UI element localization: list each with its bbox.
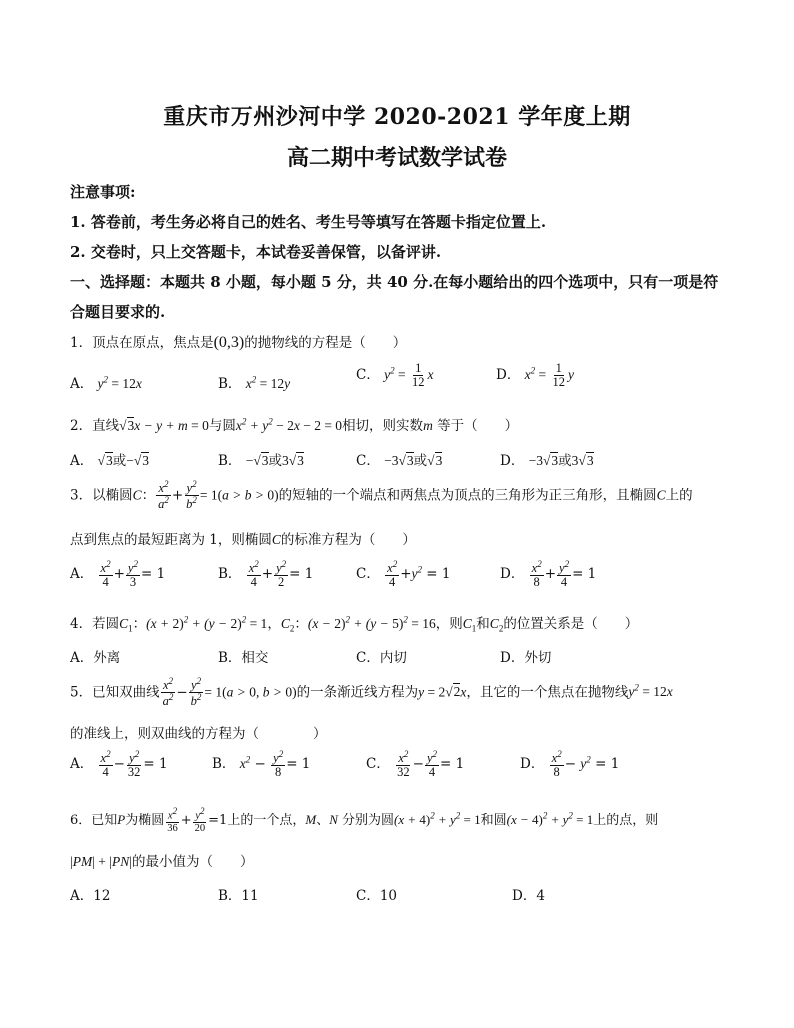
- section1-line1: 一、选择题：本题共 8 小题，每小题 5 分，共 40 分.在每小题给出的四个选项中，只有一项是符: [70, 273, 719, 291]
- question-1: 1．顶点在原点，焦点是(0,3)的抛物线的方程是（ ）: [70, 334, 407, 351]
- q4-option-c: C．内切: [356, 650, 407, 666]
- q3-option-c: C． $\frac{x^2}{4}$ $+y^2 = 1$: [356, 559, 451, 590]
- q6-option-a: A．12: [70, 888, 111, 904]
- q5-option-d: D． $\frac{x^2}{8}$ − $y^2 = 1$: [520, 749, 620, 780]
- section1-line2: 合题目要求的.: [70, 303, 166, 321]
- note-1: 1. 答卷前，考生务必将自己的姓名、考生号等填写在答题卡指定位置上.: [70, 213, 547, 231]
- q5-option-c: C． $\frac{x^2}{32}$ − $\frac{y^2}{4}$ = 1: [366, 749, 465, 780]
- question-6: 6．已知P为椭圆 $\frac{x^2}{36}$ + $\frac{y^2}{20}$ =1上的一个点，M、N 分别为圆$(x + 4)^2 + y^2 = 1$和圆$(x - 4)^2 + y^2 = 1$上的点，则: [70, 806, 659, 834]
- q4-option-a: A．外离: [70, 650, 121, 666]
- q1-option-b: B． $x^2 = 12y$: [218, 374, 291, 392]
- question-4: 4．若圆$C_1$：$(x + 2)^2 + (y - 2)^2 = 1$，$C_2$：$(x - 2)^2 + (y - 5)^2 = 16$，则$C_1$和$C_2$的位置关系是（ ）: [70, 614, 639, 634]
- exam-title-line1: 重庆市万州沙河中学 2020-2021 学年度上期: [163, 104, 631, 130]
- q1-option-c: C． $y^2$ = $\frac{1}{12}$ x: [356, 361, 434, 390]
- question-5: 5．已知双曲线 $\frac{x^2}{a^2}$ − $\frac{y^2}{b^2}$ = 1(a > 0, b > 0)的一条渐近线方程为y = 2√2x，且它的一个焦点在抛物线$y^2 = 12x$: [70, 676, 673, 709]
- q2-option-c: C． −3√3或√3: [356, 453, 443, 469]
- q2-option-b: B． −√3或3√3: [218, 453, 304, 469]
- note-2: 2. 交卷时，只上交答题卡，本试卷妥善保管，以备评讲.: [70, 243, 442, 261]
- q1-option-a: A． $y^2 = 12x$: [70, 374, 142, 392]
- q2-option-a: A． √3或−√3: [70, 453, 149, 469]
- question-3-line2: 点到焦点的最短距离为 1，则椭圆C的标准方程为（ ）: [70, 532, 416, 548]
- q4-option-d: D．外切: [500, 650, 552, 666]
- question-5-line2: 的准线上，则双曲线的方程为（ ）: [70, 726, 327, 742]
- notes-heading: 注意事项:: [70, 183, 136, 201]
- q5-option-a: A． $\frac{x^2}{4}$ − $\frac{y^2}{32}$ = 1: [70, 749, 168, 780]
- question-2: 2．直线√3x − y + m = 0与圆$x^2 + y^2 - 2x - 2 = 0$相切，则实数m 等于（ ）: [70, 416, 519, 434]
- q2-option-d: D． −3√3或3√3: [500, 453, 594, 469]
- q6-option-d: D．4: [512, 888, 545, 904]
- q3-option-d: D． $\frac{x^2}{8}$ + $\frac{y^2}{4}$ = 1: [500, 559, 597, 590]
- q3-option-a: A． $\frac{x^2}{4}$ + $\frac{y^2}{3}$ = 1: [70, 559, 166, 590]
- q5-option-b: B． $x^2$ − $\frac{y^2}{8}$ = 1: [212, 749, 311, 780]
- q6-option-b: B．11: [218, 888, 259, 904]
- exam-title-line2: 高二期中考试数学试卷: [286, 145, 507, 171]
- question-3: 3．以椭圆C： $\frac{x^2}{a^2}$ + $\frac{y^2}{b^2}$ = 1(a > b > 0)的短轴的一个端点和两焦点为顶点的三角形为正三角形，且椭圆C上的: [70, 479, 693, 512]
- q3-option-b: B． $\frac{x^2}{4}$ + $\frac{y^2}{2}$ = 1: [218, 559, 314, 590]
- q6-option-c: C．10: [356, 888, 398, 904]
- q4-option-b: B．相交: [218, 650, 269, 666]
- question-6-line2: |PM| + |PN|的最小值为（ ）: [70, 854, 254, 870]
- q1-option-d: D． $x^2$ = $\frac{1}{12}$ y: [496, 361, 574, 390]
